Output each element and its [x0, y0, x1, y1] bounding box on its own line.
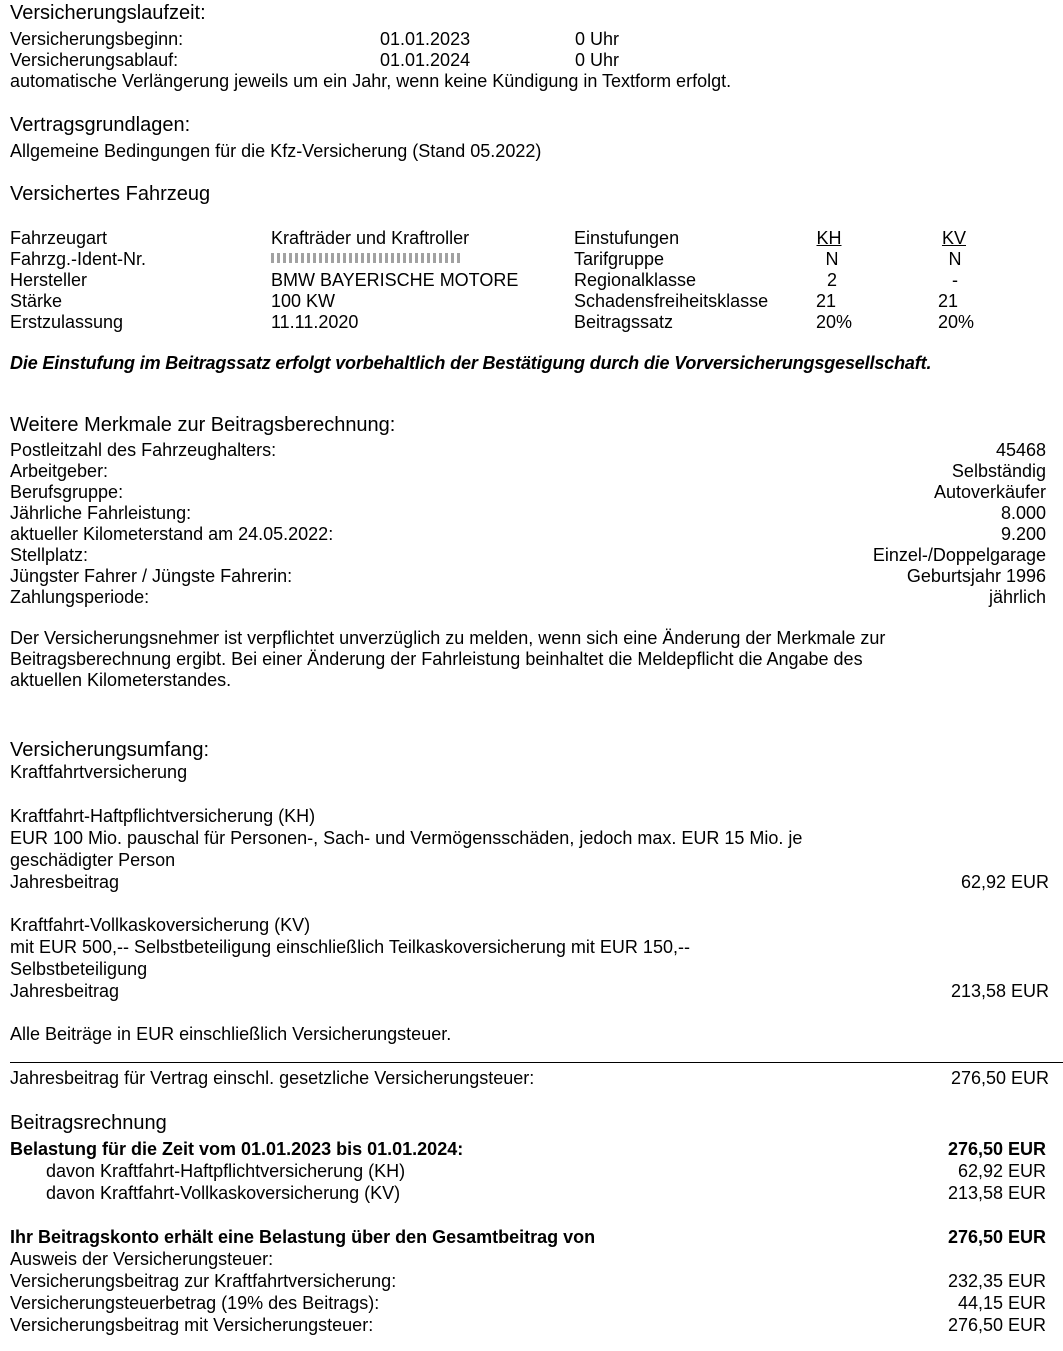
kv-column-header: KV	[941, 228, 966, 248]
konto-value: 276,50 EUR	[947, 1227, 1046, 1247]
einstufung-label: Beitragssatz	[574, 312, 674, 332]
fahrzeug-label: Fahrzg.-Ident-Nr.	[10, 249, 147, 269]
merkmal-label: Berufsgruppe:	[10, 482, 124, 502]
steuer-label: Versicherungsteuerbetrag (19% des Beitrags):	[10, 1293, 380, 1313]
merkmal-value: jährlich	[988, 587, 1046, 607]
fahrzeug-value: 11.11.2020	[271, 312, 359, 332]
total-value: 276,50 EUR	[950, 1068, 1049, 1088]
kh-beitrag-label: Jahresbeitrag	[10, 872, 120, 892]
merkmal-value: Einzel-/Doppelgarage	[872, 545, 1046, 565]
steuer-value: 276,50 EUR	[947, 1315, 1046, 1335]
period-value: 276,50 EUR	[947, 1139, 1046, 1159]
fahrzeug-label: Stärke	[10, 291, 63, 311]
meldepflicht-paragraph: aktuellen Kilometerstandes.	[10, 670, 232, 690]
steuer-label: Versicherungsbeitrag zur Kraftfahrtversicherung:	[10, 1271, 397, 1291]
merkmal-value: 8.000	[1000, 503, 1046, 523]
heading-grundlagen: Vertragsgrundlagen:	[10, 114, 191, 136]
grundlagen-text: Allgemeine Bedingungen für die Kfz-Versicherung (Stand 05.2022)	[10, 141, 542, 161]
einstufung-kv: N	[948, 249, 962, 269]
kh-description: EUR 100 Mio. pauschal für Personen-, Sach- und Vermögensschäden, jedoch max. EUR 15 Mio. je	[10, 828, 803, 848]
merkmal-label: Postleitzahl des Fahrzeughalters:	[10, 440, 277, 460]
kv-description: Selbstbeteiligung	[10, 959, 148, 979]
begin-label: Versicherungsbeginn:	[10, 29, 184, 49]
kh-column-header: KH	[816, 228, 842, 248]
merkmal-value: Geburtsjahr 1996	[906, 566, 1046, 586]
fahrzeug-value: 100 KW	[271, 291, 336, 311]
fahrzeug-label: Hersteller	[10, 270, 88, 290]
kv-description: mit EUR 500,-- Selbstbeteiligung einschließlich Teilkaskoversicherung mit EUR 150,--	[10, 937, 690, 957]
einstufung-label: Schadensfreiheitsklasse	[574, 291, 769, 311]
end-time: 0 Uhr	[575, 50, 620, 70]
steuer-value: 44,15 EUR	[957, 1293, 1046, 1313]
einstufung-notice: Die Einstufung im Beitragssatz erfolgt vorbehaltlich der Bestätigung durch die Vorversicherungsgesellschaft.	[10, 353, 932, 373]
redacted-ident-number	[271, 253, 463, 263]
divider	[10, 1062, 1063, 1063]
steuer-value: 232,35 EUR	[947, 1271, 1046, 1291]
merkmal-label: Zahlungsperiode:	[10, 587, 150, 607]
merkmal-value: 45468	[995, 440, 1046, 460]
kv-title: Kraftfahrt-Vollkaskoversicherung (KV)	[10, 915, 311, 935]
fahrzeug-value: BMW BAYERISCHE MOTORE	[271, 270, 519, 290]
einstufung-kv: 21	[938, 291, 959, 311]
einstufung-kh: 2	[826, 270, 837, 290]
einstufung-label: Tarifgruppe	[574, 249, 665, 269]
fahrzeug-label: Erstzulassung	[10, 312, 124, 332]
einstufungen-label: Einstufungen	[574, 228, 680, 248]
end-label: Versicherungsablauf:	[10, 50, 179, 70]
steuer-heading: Ausweis der Versicherungsteuer:	[10, 1249, 274, 1269]
umfang-sub: Kraftfahrtversicherung	[10, 762, 188, 782]
merkmal-value: Autoverkäufer	[933, 482, 1046, 502]
merkmal-label: Jüngster Fahrer / Jüngste Fahrerin:	[10, 566, 293, 586]
davon-item-label: davon Kraftfahrt-Vollkaskoversicherung (KV)	[46, 1183, 401, 1203]
laufzeit-note: automatische Verlängerung jeweils um ein Jahr, wenn keine Kündigung in Textform erfolgt.	[10, 71, 732, 91]
merkmal-value: 9.200	[1000, 524, 1046, 544]
kv-beitrag-label: Jahresbeitrag	[10, 981, 120, 1001]
kh-beitrag-value: 62,92 EUR	[960, 872, 1049, 892]
davon-item-value: 213,58 EUR	[947, 1183, 1046, 1203]
meldepflicht-paragraph: Beitragsberechnung ergibt. Bei einer Änderung der Fahrleistung beinhaltet die Meldepflicht die Angabe des	[10, 649, 863, 669]
kv-beitrag-value: 213,58 EUR	[950, 981, 1049, 1001]
merkmal-label: Stellplatz:	[10, 545, 89, 565]
einstufung-kh: N	[825, 249, 839, 269]
tax-note: Alle Beiträge in EUR einschließlich Versicherungsteuer.	[10, 1024, 452, 1044]
heading-fahrzeug: Versichertes Fahrzeug	[10, 183, 211, 205]
merkmal-value: Selbständig	[951, 461, 1046, 481]
konto-label: Ihr Beitragskonto erhält eine Belastung über den Gesamtbeitrag von	[10, 1227, 596, 1247]
einstufung-kv: -	[952, 270, 958, 290]
davon-item-label: davon Kraftfahrt-Haftpflichtversicherung (KH)	[46, 1161, 406, 1181]
total-label: Jahresbeitrag für Vertrag einschl. gesetzliche Versicherungsteuer:	[10, 1068, 535, 1088]
end-date: 01.01.2024	[380, 50, 471, 70]
einstufung-kh: 21	[816, 291, 837, 311]
period-label: Belastung für die Zeit vom 01.01.2023 bis 01.01.2024:	[10, 1139, 464, 1159]
heading-laufzeit: Versicherungslaufzeit:	[10, 2, 206, 24]
merkmal-label: Arbeitgeber:	[10, 461, 109, 481]
fahrzeug-value: Krafträder und Kraftroller	[271, 228, 470, 248]
einstufung-kv: 20%	[938, 312, 975, 332]
begin-time: 0 Uhr	[575, 29, 620, 49]
einstufung-kh: 20%	[816, 312, 853, 332]
einstufung-label: Regionalklasse	[574, 270, 697, 290]
fahrzeug-label: Fahrzeugart	[10, 228, 108, 248]
merkmal-label: aktueller Kilometerstand am 24.05.2022:	[10, 524, 334, 544]
heading-umfang: Versicherungsumfang:	[10, 739, 210, 761]
begin-date: 01.01.2023	[380, 29, 471, 49]
heading-beitragsrechnung: Beitragsrechnung	[10, 1112, 167, 1134]
kh-description: geschädigter Person	[10, 850, 176, 870]
steuer-label: Versicherungsbeitrag mit Versicherungsteuer:	[10, 1315, 374, 1335]
meldepflicht-paragraph: Der Versicherungsnehmer ist verpflichtet unverzüglich zu melden, wenn sich eine Änderung der Merkmale zur	[10, 628, 886, 648]
kh-title: Kraftfahrt-Haftpflichtversicherung (KH)	[10, 806, 316, 826]
merkmal-label: Jährliche Fahrleistung:	[10, 503, 192, 523]
davon-item-value: 62,92 EUR	[957, 1161, 1046, 1181]
heading-merkmale: Weitere Merkmale zur Beitragsberechnung:	[10, 414, 396, 436]
